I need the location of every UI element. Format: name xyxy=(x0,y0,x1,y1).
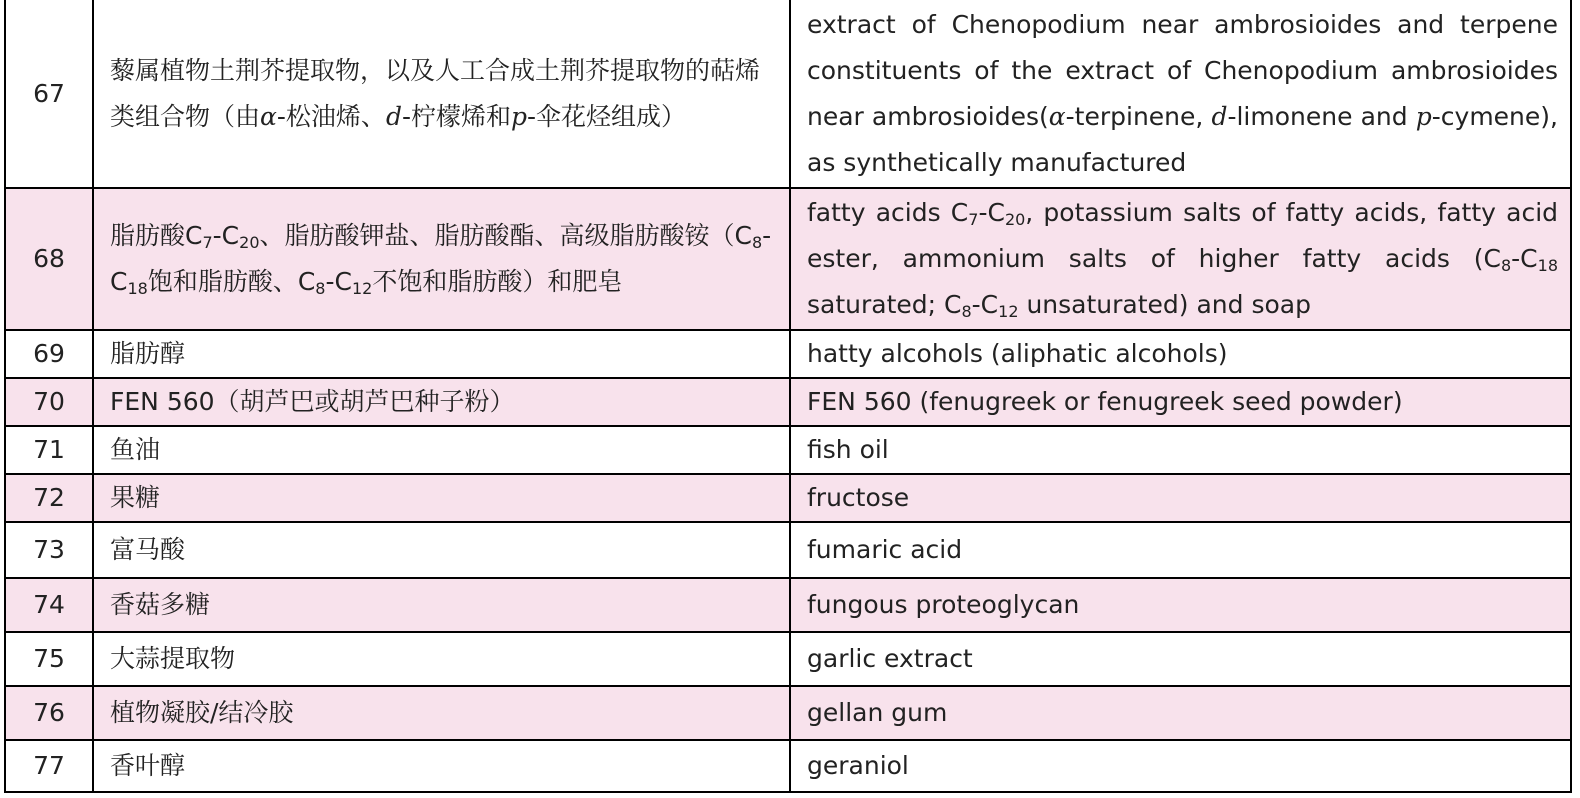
english-name: fatty acids $C_7-C_{20}$, potassium salts of fatty acids, fatty acid ester, ammonium salts of higher fatty acids ($C_8-C_{18}$ saturated; $C_8-C_{12}$ unsaturated) and soap xyxy=(790,188,1571,330)
table-row xyxy=(5,632,1571,686)
english-name: fumaric acid xyxy=(790,522,1571,578)
row-number: 67 xyxy=(5,0,93,188)
row-number: 77 xyxy=(5,740,93,792)
chinese-name: 藜属植物土荆芥提取物，以及人工合成土荆芥提取物的萜烯类组合物（由α-松油烯、d-柠檬烯和p-伞花烃组成） xyxy=(93,0,790,188)
row-number: 69 xyxy=(5,330,93,378)
table-row xyxy=(5,0,1571,188)
chinese-name: 香叶醇 xyxy=(93,740,790,792)
chinese-name: 脂肪醇 xyxy=(93,330,790,378)
row-number: 72 xyxy=(5,474,93,522)
english-name: geraniol xyxy=(790,740,1571,792)
ingredient-table-grid xyxy=(4,0,1572,793)
row-number: 73 xyxy=(5,522,93,578)
table-row xyxy=(5,522,1571,578)
row-number: 68 xyxy=(5,188,93,330)
table-row xyxy=(5,740,1571,792)
ingredient-table xyxy=(4,0,1570,793)
row-number: 74 xyxy=(5,578,93,632)
english-name: gellan gum xyxy=(790,686,1571,740)
english-name: extract of Chenopodium near ambrosioides and terpene constituents of the extract of Chenopodium ambrosioides near ambrosioides(α-terpinene, d-limonene and p-cymene), as synthetically manufactured xyxy=(790,0,1571,188)
english-name: hatty alcohols (aliphatic alcohols) xyxy=(790,330,1571,378)
row-number: 70 xyxy=(5,378,93,426)
table-row xyxy=(5,426,1571,474)
row-number: 76 xyxy=(5,686,93,740)
english-name: fructose xyxy=(790,474,1571,522)
table-row xyxy=(5,330,1571,378)
chinese-name: 植物凝胶/结冷胶 xyxy=(93,686,790,740)
english-name: fungous proteoglycan xyxy=(790,578,1571,632)
table-row xyxy=(5,578,1571,632)
row-number: 75 xyxy=(5,632,93,686)
table-row xyxy=(5,378,1571,426)
chinese-name: 果糖 xyxy=(93,474,790,522)
row-number: 71 xyxy=(5,426,93,474)
chinese-name: FEN 560（胡芦巴或胡芦巴种子粉） xyxy=(93,378,790,426)
english-name: FEN 560 (fenugreek or fenugreek seed powder) xyxy=(790,378,1571,426)
table-row xyxy=(5,188,1571,330)
english-name: fish oil xyxy=(790,426,1571,474)
chinese-name: 富马酸 xyxy=(93,522,790,578)
chinese-name: 大蒜提取物 xyxy=(93,632,790,686)
table-row xyxy=(5,474,1571,522)
chinese-name: 香菇多糖 xyxy=(93,578,790,632)
english-name: garlic extract xyxy=(790,632,1571,686)
table-row xyxy=(5,686,1571,740)
chinese-name: 脂肪酸$C_7-C_{20}$、脂肪酸钾盐、脂肪酸酯、高级脂肪酸铵（$C_8-C_{18}$饱和脂肪酸、$C_8-C_{12}$不饱和脂肪酸）和肥皂 xyxy=(93,188,790,330)
chinese-name: 鱼油 xyxy=(93,426,790,474)
